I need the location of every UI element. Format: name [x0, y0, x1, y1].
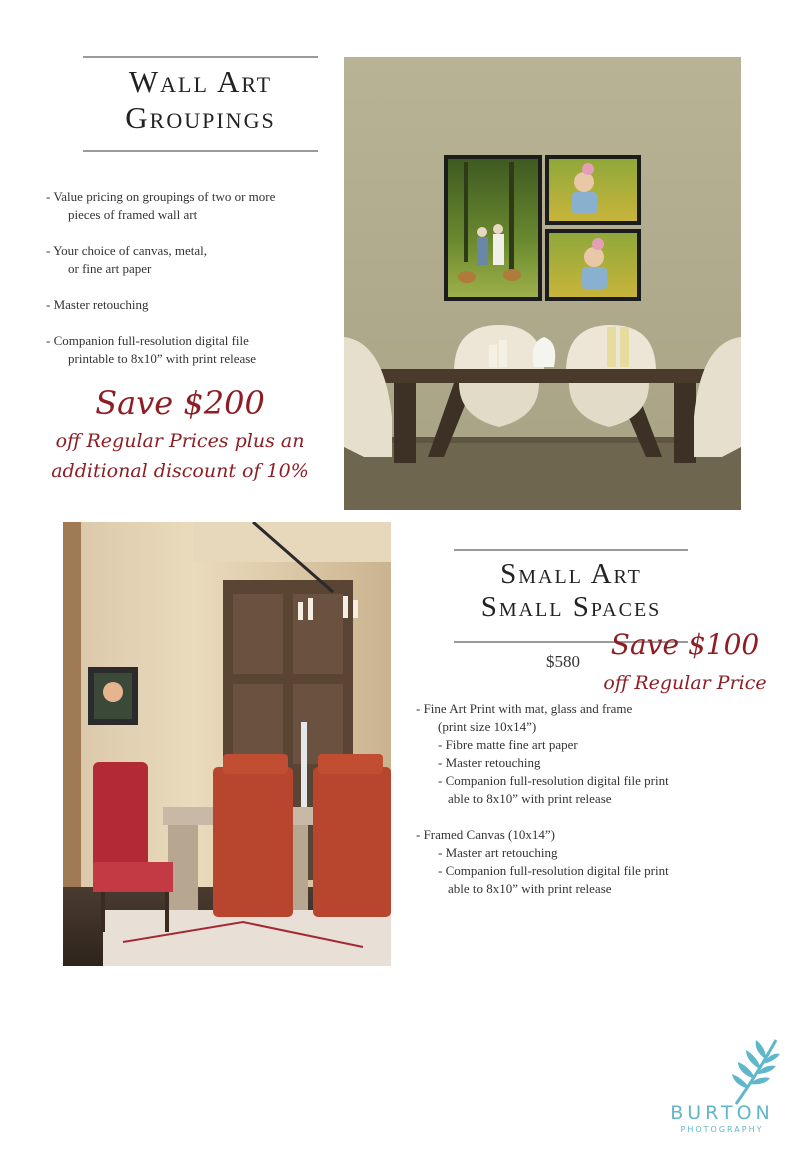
small-art-promo-line2: off Regular Price: [603, 672, 767, 694]
small-art-dining-room-photo: [63, 522, 391, 966]
wall-art-title: [83, 64, 318, 135]
small-art-promo-headline: Save $100: [610, 628, 760, 661]
wall-art-bullet-2: - Your choice of canvas, metal,: [46, 243, 208, 258]
wall-art-title-line1: Wall Art: [128, 64, 273, 99]
small-art-title-line1: Small Art: [500, 558, 642, 590]
canvas-digital-file-item: - Companion full-resolution digital file print: [438, 863, 669, 878]
wall-art-bullet-4-cont: printable to 8x10” with print release: [68, 351, 257, 366]
wall-art-bullet-1: - Value pricing on groupings of two or more: [46, 189, 276, 204]
small-art-title: [448, 558, 694, 625]
small-art-title-line2: Small Spaces: [480, 591, 662, 624]
dining-room-illustration: [344, 57, 741, 510]
wall-art-title-line2: Groupings: [125, 99, 276, 135]
print-digital-file-item: - Companion full-resolution digital file print: [438, 773, 669, 788]
print-digital-file-cont: able to 8x10” with print release: [448, 791, 612, 806]
wall-art-bullet-1-cont: pieces of framed wall art: [68, 207, 198, 222]
logo-wordmark: BURTON: [670, 1102, 774, 1124]
small-art-room-illustration: [63, 522, 391, 966]
wall-art-bullet-list: [46, 188, 275, 368]
fibre-paper-item: - Fibre matte fine art paper: [438, 737, 578, 752]
small-art-bullet-list: [416, 700, 669, 898]
wall-art-top-rule: [83, 56, 318, 58]
logo-subtitle: PHOTOGRAPHY: [680, 1125, 764, 1134]
wall-art-promo-headline: Save $200: [95, 384, 265, 422]
wall-art-bottom-rule: [83, 150, 318, 152]
fine-art-print-item: - Fine Art Print with mat, glass and frame: [416, 701, 633, 716]
wall-art-bullet-4: - Companion full-resolution digital file: [46, 333, 249, 348]
fine-art-print-size: (print size 10x14”): [438, 719, 537, 734]
small-art-top-rule: [454, 549, 688, 551]
canvas-digital-file-cont: able to 8x10” with print release: [448, 881, 612, 896]
wall-art-bullet-3: - Master retouching: [46, 297, 149, 312]
small-art-price: $580: [546, 652, 580, 671]
wall-art-promo-line3: additional discount of 10%: [51, 460, 309, 482]
burton-photography-logo: [660, 1036, 780, 1136]
wall-art-promo-line2: off Regular Prices plus an: [55, 430, 305, 452]
canvas-retouching-item: - Master art retouching: [438, 845, 558, 860]
print-retouching-item: - Master retouching: [438, 755, 541, 770]
wall-art-bullet-2-cont: or fine art paper: [68, 261, 152, 276]
fern-leaf-icon: [726, 1036, 786, 1106]
wall-art-dining-room-photo: [344, 57, 741, 510]
framed-canvas-item: - Framed Canvas (10x14”): [416, 827, 555, 842]
